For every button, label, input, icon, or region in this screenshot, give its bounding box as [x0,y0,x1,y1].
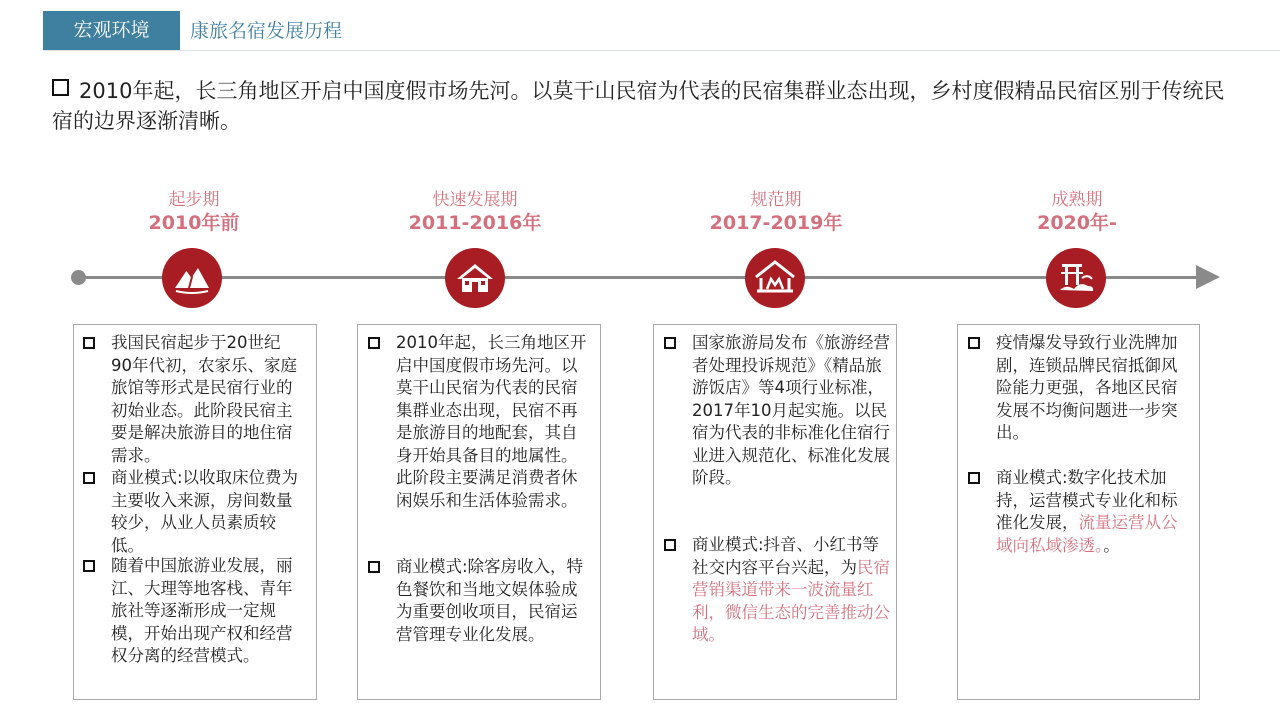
checkbox-bullet-icon [664,539,676,551]
bullet-text: 国家旅游局发布《旅游经营者处理投诉规范》《精品旅游饭店》等4项行业标准，2017年10月起实施。以民宿为代表的非标准化住宿行业进入规范化、标准化发展阶段。 [692,333,890,487]
timeline-axis [78,276,1200,279]
page-title: 康旅名宿发展历程 [190,20,343,42]
bullet-text: 商业模式:除客房收入，特色餐饮和当地文娱体验成为重要创收项目，民宿运营管理专业化发展。 [396,557,584,644]
stage-year: 2010年前 [148,212,240,234]
bullet-text: 随着中国旅游业发展，丽江、大理等地客栈、青年旅社等逐渐形成一定规模，开始出现产权和经营权分离的经营模式。 [111,556,293,665]
stage-label-2 [375,189,575,235]
checkbox-bullet-icon [368,561,380,573]
stage-label-3 [676,189,876,235]
bullet-text: 疫情爆发导致行业洗牌加剧，连锁品牌民宿抵御风险能力更强，各地区民宿发展不均衡问题进一步突出。 [996,333,1178,442]
timeline-arrow-icon [1196,265,1220,289]
card-bullet [111,332,301,467]
stage-name: 成熟期 [1051,190,1103,210]
tail-text: 。 [1103,535,1120,555]
mountain-icon [162,248,222,308]
card-bullet [111,555,301,668]
gate-cloud-icon [1046,248,1106,308]
stage-card-3 [653,324,897,700]
bullet-text: 商业模式:抖音、小红书等社交内容平台兴起，为 [692,535,880,577]
stage-name: 起步期 [168,190,220,210]
checkbox-bullet-icon [83,472,95,484]
intro-paragraph [52,76,1232,136]
card-bullet [396,556,592,646]
stage-name: 快速发展期 [432,190,518,210]
bullet-text: 我国民宿起步于20世纪90年代初，农家乐、家庭旅馆等形式是民宿行业的初始业态。此阶段民宿主要是解决旅游目的地住宿需求。 [111,333,297,465]
checkbox-bullet-icon [52,79,69,96]
card-bullet [111,467,301,557]
card-bullet [692,534,890,647]
stage-node-3 [745,248,805,308]
bullet-text: 商业模式:数字化技术加持，运营模式专业化和标准化发展， [996,468,1178,532]
stage-year: 2011-2016年 [408,212,542,234]
section-tag: 宏观环境 [43,11,180,50]
stage-label-1 [94,189,294,235]
header-divider [43,50,1280,51]
stage-card-2 [357,324,601,700]
checkbox-bullet-icon [83,337,95,349]
timeline-start-dot [71,270,86,285]
pavilion-icon [745,248,805,308]
checkbox-bullet-icon [664,337,676,349]
checkbox-bullet-icon [83,560,95,572]
checkbox-bullet-icon [368,337,380,349]
stage-name: 规范期 [750,190,802,210]
stage-year: 2020年- [1037,212,1117,234]
stage-node-2 [445,248,505,308]
stage-year: 2017-2019年 [709,212,843,234]
stage-node-4 [1046,248,1106,308]
intro-text: 2010年起，长三角地区开启中国度假市场先河。以莫干山民宿为代表的民宿集群业态出现，乡村度假精品民宿区别于传统民宿的边界逐渐清晰。 [52,79,1225,133]
checkbox-bullet-icon [968,472,980,484]
checkbox-bullet-icon [968,337,980,349]
card-bullet [996,467,1188,557]
stage-label-4 [977,189,1177,235]
bullet-text: 2010年起，长三角地区开启中国度假市场先河。以莫干山民宿为代表的民宿集群业态出现，民宿不再是旅游目的地配套，其自身开始具备目的地属性。此阶段主要满足消费者休闲娱乐和生活体验需求。 [396,333,587,510]
card-bullet [692,332,890,490]
highlight-text: 民宿营销渠道带来一波流量红利，微信生态的完善推动公域。 [692,557,890,644]
stage-card-4 [957,324,1200,700]
stage-node-1 [162,248,222,308]
card-bullet [996,332,1188,445]
house-icon [445,248,505,308]
stage-card-1 [73,324,317,700]
highlight-text: 流量运营从公域向私域渗透。 [996,513,1178,555]
bullet-text: 商业模式:以收取床位费为主要收入来源，房间数量较少，从业人员素质较低。 [111,468,299,555]
card-bullet [396,332,592,512]
